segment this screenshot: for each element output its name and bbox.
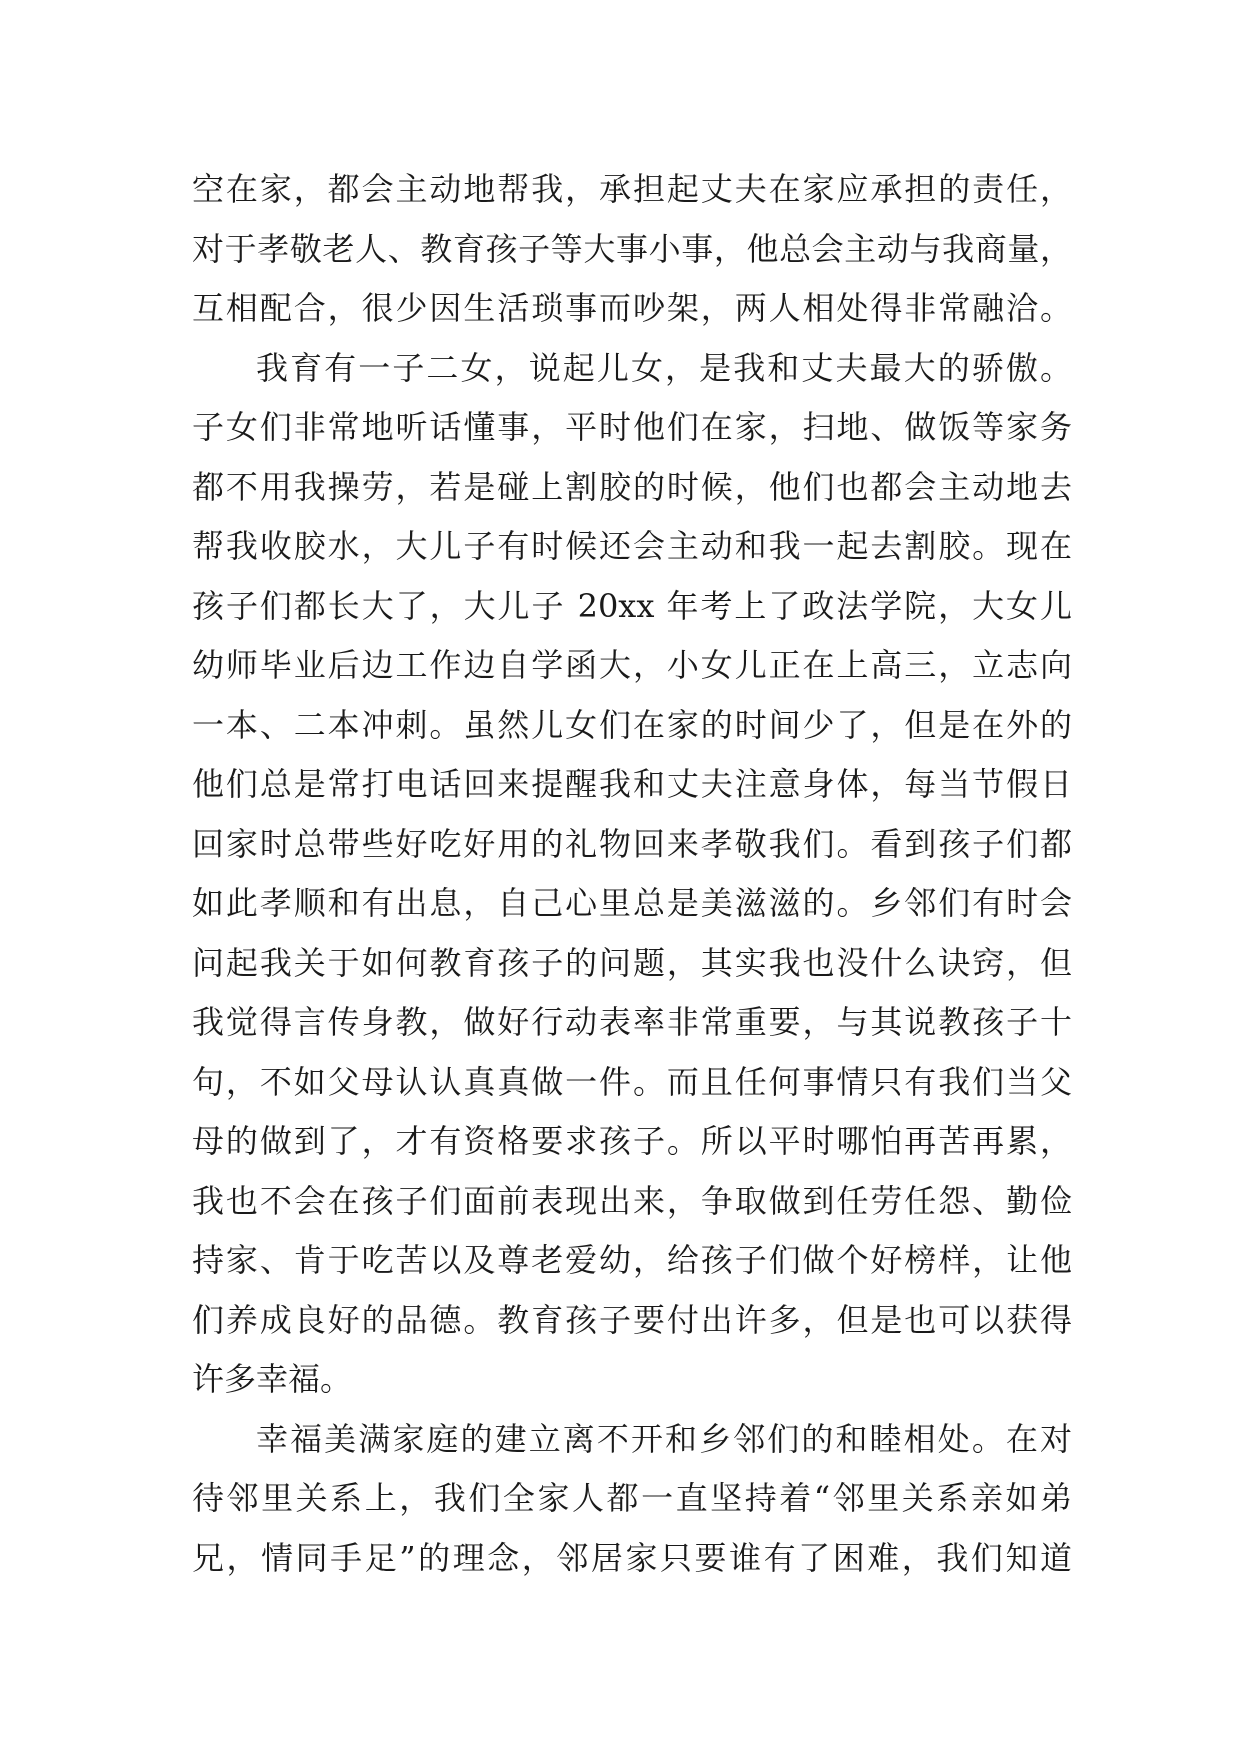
text-line: 孩子们都长大了，大儿子 20xx 年考上了政法学院，大女儿: [192, 586, 1072, 625]
text-line: 兄，情同手足”的理念，邻居家只要谁有了困难，我们知道: [192, 1538, 1072, 1577]
text-line: 我觉得言传身教，做好行动表率非常重要，与其说教孩子十: [192, 1003, 1072, 1041]
text-line: 幼师毕业后边工作边自学函大，小女儿正在上高三，立志向: [192, 646, 1072, 684]
text-line: 们养成良好的品德。教育孩子要付出许多，但是也可以获得: [192, 1300, 1072, 1339]
text-line: 回家时总带些好吃好用的礼物回来孝敬我们。看到孩子们都: [192, 824, 1072, 863]
paragraph-first-line: 幸福美满家庭的建立离不开和乡邻们的和睦相处。在对: [256, 1419, 1072, 1458]
text-line: 互相配合，很少因生活琐事而吵架，两人相处得非常融洽。: [192, 289, 1072, 327]
paragraph-last-line: 许多幸福。: [192, 1360, 353, 1398]
text-line: 持家、肯于吃苦以及尊老爱幼，给孩子们做个好榜样，让他: [192, 1241, 1072, 1279]
body-text: [192, 160, 1072, 1588]
text-line: 如此孝顺和有出息，自己心里总是美滋滋的。乡邻们有时会: [192, 884, 1072, 922]
text-line: 他们总是常打电话回来提醒我和丈夫注意身体，每当节假日: [192, 765, 1072, 803]
text-line: 子女们非常地听话懂事，平时他们在家，扫地、做饭等家务: [192, 408, 1072, 446]
text-line: 都不用我操劳，若是碰上割胶的时候，他们也都会主动地去: [192, 467, 1072, 506]
text-line: 句，不如父母认认真真做一件。而且任何事情只有我们当父: [192, 1062, 1072, 1101]
text-line: 空在家，都会主动地帮我，承担起丈夫在家应承担的责任，: [192, 170, 1072, 208]
paragraph-first-line: 我育有一子二女，说起儿女，是我和丈夫最大的骄傲。: [256, 348, 1072, 387]
text-line: 母的做到了，才有资格要求孩子。所以平时哪怕再苦再累，: [192, 1122, 1072, 1160]
text-line: 帮我收胶水，大儿子有时候还会主动和我一起去割胶。现在: [192, 527, 1072, 565]
text-line: 问起我关于如何教育孩子的问题，其实我也没什么诀窍，但: [192, 943, 1072, 982]
text-line: 待邻里关系上，我们全家人都一直坚持着“邻里关系亲如弟: [192, 1479, 1072, 1517]
text-line: 一本、二本冲刺。虽然儿女们在家的时间少了，但是在外的: [192, 705, 1072, 744]
text-line: 对于孝敬老人、教育孩子等大事小事，他总会主动与我商量，: [192, 229, 1072, 268]
text-line: 我也不会在孩子们面前表现出来，争取做到任劳任怨、勤俭: [192, 1181, 1072, 1220]
